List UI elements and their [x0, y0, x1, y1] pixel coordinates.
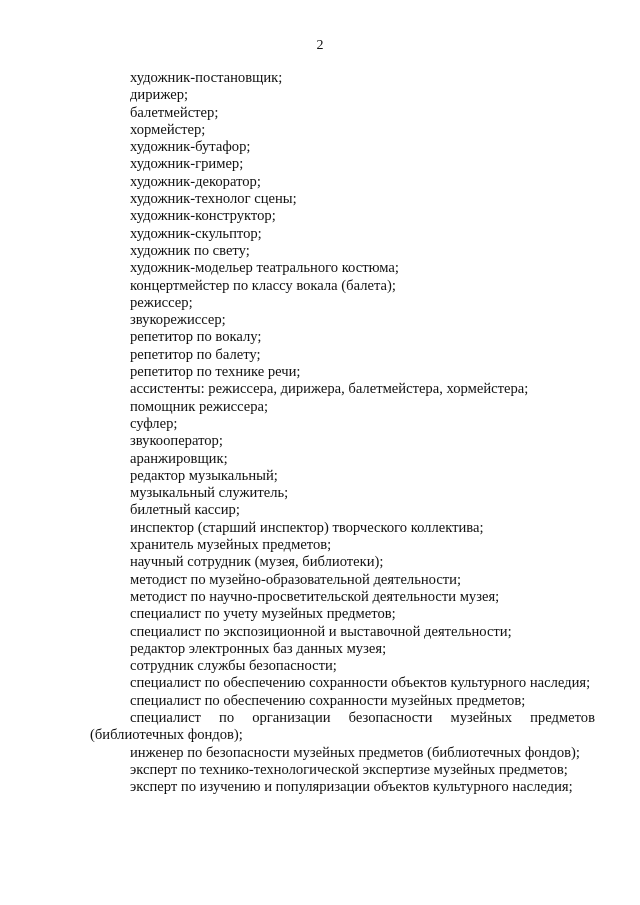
list-item: научный сотрудник (музея, библиотеки); — [130, 554, 384, 571]
list-item: звукооператор; — [130, 433, 223, 450]
list-item: художник-конструктор; — [130, 208, 276, 225]
list-item: художник-гример; — [130, 156, 244, 173]
list-item: специалист по организации безопасности музейных предметов (библиотечных фондов); — [90, 709, 595, 744]
list-item: редактор музыкальный; — [130, 467, 278, 484]
list-item: художник-декоратор; — [130, 173, 261, 190]
list-item: эксперт по изучению и популяризации объектов культурного наследия; — [130, 779, 573, 796]
position-list — [90, 70, 595, 796]
list-item: дирижер; — [130, 87, 189, 104]
list-item: сотрудник службы безопасности; — [130, 658, 337, 675]
list-item: редактор электронных баз данных музея; — [130, 640, 387, 657]
list-item: музыкальный служитель; — [130, 485, 289, 502]
list-item: ассистенты: режиссера, дирижера, балетмейстера, хормейстера; — [130, 381, 529, 398]
list-item: специалист по обеспечению сохранности объектов культурного наследия; — [130, 675, 591, 692]
list-item: суфлер; — [130, 415, 178, 432]
list-item: художник-скульптор; — [130, 225, 262, 242]
list-item: хормейстер; — [130, 121, 206, 138]
list-item: художник-постановщик; — [130, 70, 283, 86]
list-item: эксперт по технико-технологической экспертизе музейных предметов; — [130, 761, 568, 778]
list-item: репетитор по вокалу; — [130, 329, 262, 346]
list-item: концертмейстер по классу вокала (балета); — [130, 277, 396, 294]
list-item: репетитор по балету; — [130, 346, 261, 363]
list-item: художник-бутафор; — [130, 139, 251, 156]
list-item: инспектор (старший инспектор) творческого коллектива; — [130, 519, 484, 536]
list-item: методист по научно-просветительской деятельности музея; — [130, 588, 500, 605]
list-item: методист по музейно-образовательной деятельности; — [130, 571, 462, 588]
list-item: помощник режиссера; — [130, 398, 269, 415]
list-item: специалист по учету музейных предметов; — [130, 606, 396, 623]
list-item: художник по свету; — [130, 242, 250, 259]
list-item: художник-технолог сцены; — [130, 191, 297, 208]
list-item: режиссер; — [130, 294, 193, 311]
list-item: репетитор по технике речи; — [130, 364, 301, 381]
list-item: билетный кассир; — [130, 502, 240, 519]
list-item: балетмейстер; — [130, 104, 219, 121]
page-number: 2 — [316, 38, 324, 53]
list-item: специалист по экспозиционной и выставочной деятельности; — [130, 623, 512, 640]
list-item: художник-модельер театрального костюма; — [130, 260, 399, 277]
list-item: специалист по обеспечению сохранности музейных предметов; — [130, 692, 526, 709]
list-item: аранжировщик; — [130, 450, 228, 467]
list-item: хранитель музейных предметов; — [130, 537, 332, 554]
list-item: инженер по безопасности музейных предметов (библиотечных фондов); — [130, 744, 580, 761]
list-item: звукорежиссер; — [130, 312, 226, 329]
